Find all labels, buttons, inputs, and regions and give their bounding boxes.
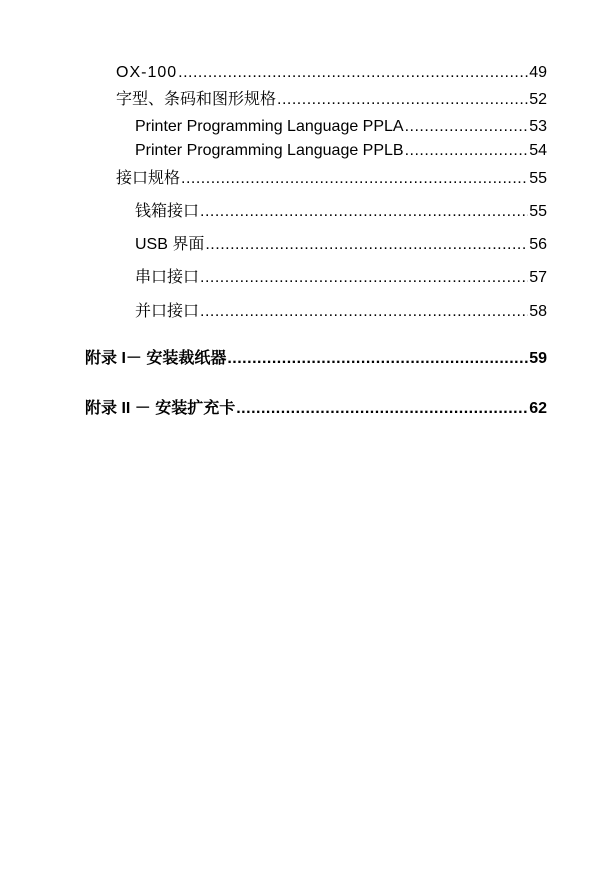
dot-leader [277, 90, 528, 110]
toc-entry-appendix-1[interactable] [85, 349, 547, 369]
toc-entry-page: 49 [529, 64, 547, 81]
dot-leader [205, 235, 528, 255]
toc-entry-label: Printer Programming Language PPLB [135, 142, 404, 159]
dot-leader [181, 169, 528, 189]
toc-entry-parallel[interactable] [135, 302, 547, 322]
toc-entry-page: 58 [529, 303, 547, 320]
toc-entry-serial[interactable] [135, 268, 547, 288]
toc-entry-page: 54 [529, 142, 547, 159]
toc-entry-label: 字型、条码和图形规格 [116, 91, 277, 108]
toc-entry-appendix-2[interactable] [85, 399, 547, 419]
toc-entry-ppla[interactable] [135, 117, 547, 137]
toc-entry-page: 62 [529, 400, 547, 417]
toc-entry-page: 57 [529, 269, 547, 286]
dot-leader [227, 349, 528, 369]
toc-entry-label: Printer Programming Language PPLA [135, 118, 404, 135]
toc-entry-cash-drawer[interactable] [135, 202, 547, 222]
toc-entry-usb[interactable] [135, 235, 547, 255]
toc-entry-page: 52 [529, 91, 547, 108]
toc-entry-label: USB 界面 [135, 236, 205, 253]
toc-entry-interface-specs[interactable] [116, 169, 547, 189]
toc-entry-label: 钱箱接口 [135, 203, 200, 220]
toc-entry-page: 55 [529, 170, 547, 187]
toc-entry-label: OX-100 [116, 64, 178, 81]
dot-leader [405, 141, 529, 161]
toc-entry-page: 53 [529, 118, 547, 135]
toc-entry-page: 56 [529, 236, 547, 253]
toc-entry-label: 附录 I－ 安装裁纸器 [85, 350, 227, 367]
dot-leader [200, 202, 528, 222]
dot-leader [200, 302, 528, 322]
dot-leader [200, 268, 528, 288]
toc-entry-label: 串口接口 [135, 269, 200, 286]
dot-leader [178, 63, 528, 83]
toc-entry-pplb[interactable] [135, 141, 547, 161]
toc-entry-page: 55 [529, 203, 547, 220]
toc-entry-page: 59 [529, 350, 547, 367]
toc-entry-fonts-barcodes-graphics[interactable] [116, 90, 547, 110]
dot-leader [405, 117, 529, 137]
toc-entry-label: 并口接口 [135, 303, 200, 320]
toc-entry-label: 附录 II － 安装扩充卡 [85, 400, 236, 417]
toc-entry-ox100[interactable] [116, 63, 547, 83]
toc-entry-label: 接口规格 [116, 170, 181, 187]
dot-leader [236, 399, 528, 419]
